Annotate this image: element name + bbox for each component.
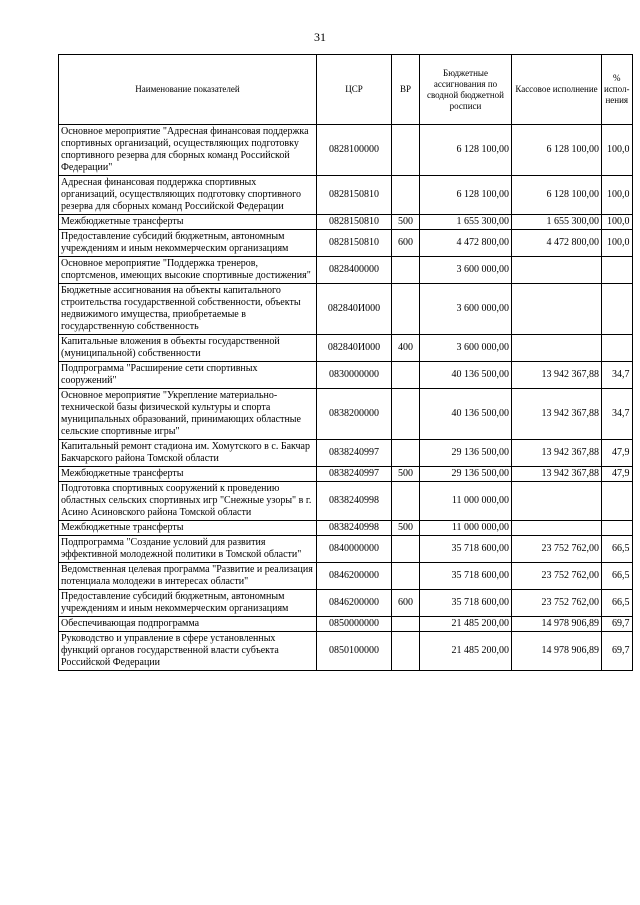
cell-name: Капитальные вложения в объекты государственной (муниципальной) собственности [59, 335, 317, 362]
table-row [59, 362, 633, 389]
cell-csr: 0840000000 [317, 536, 392, 563]
cell-name: Капитальный ремонт стадиона им. Хомутского в с. Бакчар Бакчарского района Томской области [59, 440, 317, 467]
header-vr: ВР [392, 55, 420, 125]
table-body [59, 125, 633, 671]
cell-csr: 0828400000 [317, 257, 392, 284]
cell-vr [392, 482, 420, 521]
cell-cash [512, 482, 602, 521]
cell-csr: 0846200000 [317, 563, 392, 590]
table-row [59, 230, 633, 257]
cell-csr: 0838240998 [317, 521, 392, 536]
cell-csr: 0838240997 [317, 440, 392, 467]
cell-pct: 47,9 [602, 467, 633, 482]
cell-cash [512, 284, 602, 335]
cell-pct [602, 521, 633, 536]
table-row [59, 284, 633, 335]
cell-csr: 0838240998 [317, 482, 392, 521]
cell-pct: 100,0 [602, 215, 633, 230]
table-row [59, 125, 633, 176]
table-row [59, 632, 633, 671]
cell-vr [392, 632, 420, 671]
cell-vr [392, 284, 420, 335]
cell-vr [392, 125, 420, 176]
cell-csr: 0850000000 [317, 617, 392, 632]
cell-name: Основное мероприятие "Поддержка тренеров, спортсменов, имеющих высокие спортивные достижения" [59, 257, 317, 284]
cell-pct: 66,5 [602, 536, 633, 563]
cell-cash: 13 942 367,88 [512, 389, 602, 440]
cell-budget: 11 000 000,00 [420, 521, 512, 536]
cell-cash: 6 128 100,00 [512, 176, 602, 215]
cell-cash [512, 257, 602, 284]
cell-budget: 21 485 200,00 [420, 632, 512, 671]
cell-pct [602, 335, 633, 362]
cell-name: Обеспечивающая подпрограмма [59, 617, 317, 632]
cell-vr [392, 536, 420, 563]
cell-name: Межбюджетные трансферты [59, 215, 317, 230]
cell-name: Подпрограмма "Создание условий для развития эффективной молодежной политики в Томской области" [59, 536, 317, 563]
cell-csr: 0830000000 [317, 362, 392, 389]
cell-cash [512, 521, 602, 536]
header-cash: Кассовое исполнение [512, 55, 602, 125]
table-row [59, 563, 633, 590]
budget-execution-table [58, 54, 633, 671]
cell-pct: 66,5 [602, 563, 633, 590]
cell-cash: 6 128 100,00 [512, 125, 602, 176]
cell-vr: 600 [392, 590, 420, 617]
cell-pct [602, 257, 633, 284]
table-row [59, 176, 633, 215]
cell-budget: 3 600 000,00 [420, 284, 512, 335]
cell-pct: 100,0 [602, 230, 633, 257]
cell-pct: 34,7 [602, 362, 633, 389]
cell-budget: 3 600 000,00 [420, 335, 512, 362]
cell-name: Ведомственная целевая программа "Развитие и реализация потенциала молодежи в интересах области" [59, 563, 317, 590]
cell-name: Предоставление субсидий бюджетным, автономным учреждениям и иным некоммерческим организациям [59, 590, 317, 617]
cell-name: Руководство и управление в сфере установленных функций органов государственной власти субъекта Российской Федерации [59, 632, 317, 671]
cell-cash [512, 335, 602, 362]
cell-vr [392, 440, 420, 467]
cell-cash: 23 752 762,00 [512, 590, 602, 617]
table-header-row [59, 55, 633, 125]
cell-csr: 0828150810 [317, 215, 392, 230]
cell-csr: 0838240997 [317, 467, 392, 482]
cell-csr: 0828150810 [317, 230, 392, 257]
page-number: 31 [314, 30, 326, 44]
table-row [59, 482, 633, 521]
table-row [59, 521, 633, 536]
cell-name: Подпрограмма "Расширение сети спортивных сооружений" [59, 362, 317, 389]
cell-csr: 0828100000 [317, 125, 392, 176]
table-row [59, 536, 633, 563]
cell-cash: 23 752 762,00 [512, 563, 602, 590]
header-pct: % испол-нения [602, 55, 633, 125]
cell-name: Предоставление субсидий бюджетным, автономным учреждениям и иным некоммерческим организациям [59, 230, 317, 257]
cell-pct: 47,9 [602, 440, 633, 467]
cell-pct [602, 482, 633, 521]
cell-name: Бюджетные ассигнования на объекты капитального строительства государственной собственности, объекты недвижимого имущества, приобретаемые в государственную собственность [59, 284, 317, 335]
cell-vr [392, 563, 420, 590]
cell-pct: 69,7 [602, 632, 633, 671]
cell-pct: 100,0 [602, 176, 633, 215]
cell-vr: 400 [392, 335, 420, 362]
header-budget: Бюджетные ассигнования по сводной бюджетной росписи [420, 55, 512, 125]
cell-name: Межбюджетные трансферты [59, 467, 317, 482]
cell-pct: 69,7 [602, 617, 633, 632]
cell-vr [392, 617, 420, 632]
cell-cash: 14 978 906,89 [512, 632, 602, 671]
table-row [59, 617, 633, 632]
cell-vr [392, 389, 420, 440]
cell-budget: 1 655 300,00 [420, 215, 512, 230]
cell-budget: 35 718 600,00 [420, 590, 512, 617]
cell-cash: 13 942 367,88 [512, 362, 602, 389]
cell-name: Основное мероприятие "Укрепление материально-технической базы физической культуры и спорта муниципальных образований, принимающих областные сельские спортивные игры" [59, 389, 317, 440]
cell-csr: 0846200000 [317, 590, 392, 617]
cell-name: Межбюджетные трансферты [59, 521, 317, 536]
cell-budget: 11 000 000,00 [420, 482, 512, 521]
cell-csr: 0828150810 [317, 176, 392, 215]
cell-budget: 35 718 600,00 [420, 563, 512, 590]
cell-cash: 4 472 800,00 [512, 230, 602, 257]
cell-pct [602, 284, 633, 335]
cell-pct: 100,0 [602, 125, 633, 176]
header-csr: ЦСР [317, 55, 392, 125]
cell-budget: 29 136 500,00 [420, 440, 512, 467]
cell-name: Основное мероприятие "Адресная финансовая поддержка спортивных организаций, осуществляющих подготовку спортивного резерва для сборных команд Российской Федерации" [59, 125, 317, 176]
cell-budget: 21 485 200,00 [420, 617, 512, 632]
table-row [59, 440, 633, 467]
cell-vr [392, 257, 420, 284]
cell-budget: 29 136 500,00 [420, 467, 512, 482]
cell-budget: 40 136 500,00 [420, 389, 512, 440]
table-row [59, 389, 633, 440]
cell-pct: 34,7 [602, 389, 633, 440]
cell-budget: 6 128 100,00 [420, 176, 512, 215]
cell-cash: 13 942 367,88 [512, 440, 602, 467]
cell-cash: 23 752 762,00 [512, 536, 602, 563]
cell-budget: 4 472 800,00 [420, 230, 512, 257]
table-row [59, 467, 633, 482]
cell-vr: 500 [392, 521, 420, 536]
cell-csr: 082840И000 [317, 335, 392, 362]
cell-budget: 6 128 100,00 [420, 125, 512, 176]
cell-pct: 66,5 [602, 590, 633, 617]
cell-name: Адресная финансовая поддержка спортивных организаций, осуществляющих подготовку спортивного резерва для сборных команд Российской Федерации [59, 176, 317, 215]
cell-budget: 35 718 600,00 [420, 536, 512, 563]
cell-name: Подготовка спортивных сооружений к проведению областных сельских спортивных игр "Снежные узоры" в г. Асино Асиновского района Томской области [59, 482, 317, 521]
header-name: Наименование показателей [59, 55, 317, 125]
cell-vr [392, 176, 420, 215]
cell-vr [392, 362, 420, 389]
cell-csr: 0850100000 [317, 632, 392, 671]
cell-vr: 500 [392, 467, 420, 482]
cell-cash: 1 655 300,00 [512, 215, 602, 230]
table-row [59, 335, 633, 362]
cell-cash: 13 942 367,88 [512, 467, 602, 482]
cell-csr: 082840И000 [317, 284, 392, 335]
cell-budget: 3 600 000,00 [420, 257, 512, 284]
table-row [59, 590, 633, 617]
cell-vr: 500 [392, 215, 420, 230]
cell-csr: 0838200000 [317, 389, 392, 440]
table-row [59, 257, 633, 284]
cell-budget: 40 136 500,00 [420, 362, 512, 389]
cell-vr: 600 [392, 230, 420, 257]
table-row [59, 215, 633, 230]
cell-cash: 14 978 906,89 [512, 617, 602, 632]
